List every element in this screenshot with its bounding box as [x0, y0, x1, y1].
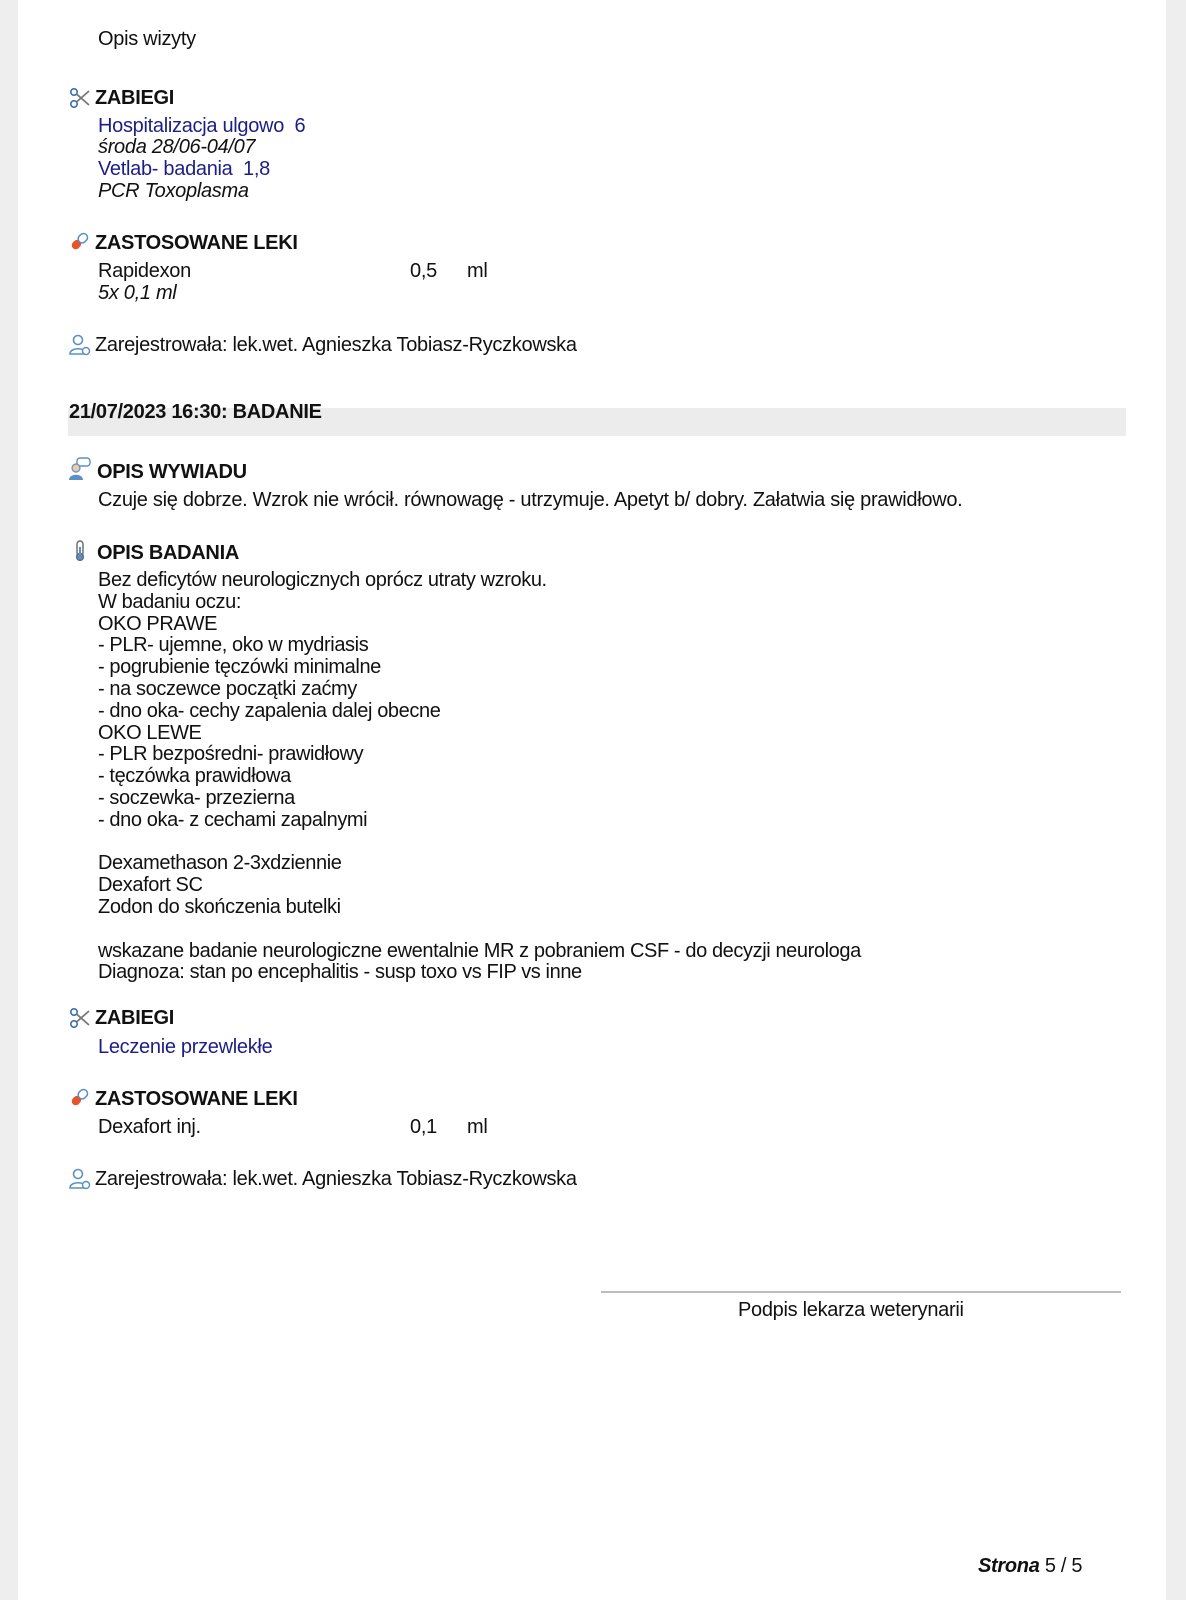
leki-heading-2: ZASTOSOWANE LEKI	[95, 1088, 298, 1110]
badanie-text	[98, 570, 861, 984]
zabieg-name: Vetlab- badania	[98, 158, 233, 180]
page-label: Strona	[978, 1555, 1040, 1577]
badanie-line: Diagnoza: stan po encephalitis - susp toxo vs FIP vs inne	[98, 961, 582, 984]
badanie-line	[98, 919, 861, 941]
user-icon	[68, 333, 92, 357]
zabieg-name: Hospitalizacja ulgowo	[98, 115, 285, 137]
badanie-line: - PLR- ujemne, oko w mydriasis	[98, 634, 369, 657]
badanie-line: Zodon do skończenia butelki	[98, 895, 341, 918]
lek-dose: 0,5	[410, 260, 437, 282]
thermometer-icon	[68, 539, 92, 563]
zabieg-qty: 1,8	[243, 158, 270, 180]
badanie-line: - dno oka- cechy zapalenia dalej obecne	[98, 699, 441, 722]
lek-name: Dexafort inj.	[98, 1116, 201, 1138]
signature-label: Podpis lekarza weterynarii	[738, 1299, 964, 1321]
opis-wizyty-label: Opis wizyty	[98, 28, 196, 50]
lek-dose: 0,1	[410, 1116, 437, 1138]
zabieg-item-2	[98, 158, 270, 180]
document-page	[18, 0, 1166, 1600]
signature-line	[601, 1291, 1121, 1293]
badanie-line	[98, 832, 861, 854]
badanie-line: - dno oka- z cechami zapalnymi	[98, 808, 368, 831]
pill-icon	[68, 229, 92, 253]
zabieg-note: PCR Toxoplasma	[98, 180, 249, 202]
registered-by-1: Zarejestrowała: lek.wet. Agnieszka Tobiasz-Ryczkowska	[95, 334, 577, 356]
badanie-line: - PLR bezpośredni- prawidłowy	[98, 743, 364, 766]
badanie-line: - soczewka- przezierna	[98, 786, 295, 809]
lek-unit: ml	[467, 1116, 488, 1138]
lek-unit: ml	[467, 260, 488, 282]
badanie-line: OKO LEWE	[98, 721, 202, 744]
person-chat-icon	[68, 457, 92, 481]
wywiad-heading: OPIS WYWIADU	[97, 461, 247, 483]
registered-by-2: Zarejestrowała: lek.wet. Agnieszka Tobiasz-Ryczkowska	[95, 1168, 577, 1190]
badanie-line: - na soczewce początki zaćmy	[98, 677, 357, 700]
pill-icon	[68, 1085, 92, 1109]
page-number	[978, 1555, 1082, 1577]
badanie-line: wskazane badanie neurologiczne ewentalnie MR z pobraniem CSF - do decyzji neurologa	[98, 939, 861, 962]
badanie-line: W badaniu oczu:	[98, 590, 241, 613]
zabiegi-heading-2: ZABIEGI	[95, 1007, 175, 1029]
badanie-line: OKO PRAWE	[98, 612, 218, 635]
badanie-line: - pogrubienie tęczówki minimalne	[98, 656, 381, 679]
page-total: / 5	[1060, 1555, 1083, 1577]
zabiegi-heading-1: ZABIEGI	[95, 87, 175, 109]
badanie-line: Dexafort SC	[98, 874, 203, 897]
scissors-icon	[68, 86, 92, 110]
scissors-icon	[68, 1006, 92, 1030]
zabieg-item: Leczenie przewlekłe	[98, 1036, 273, 1058]
user-icon	[68, 1167, 92, 1191]
wywiad-text: Czuje się dobrze. Wzrok nie wrócił. równowagę - utrzymuje. Apetyt b/ dobry. Załatwia się prawidłowo.	[98, 489, 963, 511]
badanie-heading: OPIS BADANIA	[97, 542, 239, 564]
badanie-line: - tęczówka prawidłowa	[98, 765, 291, 788]
zabieg-qty: 6	[294, 115, 306, 137]
lek-name: Rapidexon	[98, 260, 191, 282]
zabieg-note: środa 28/06-04/07	[98, 136, 256, 158]
badanie-line: Dexamethason 2-3xdziennie	[98, 852, 342, 875]
lek-note: 5x 0,1 ml	[98, 282, 177, 304]
visit-title: 21/07/2023 16:30: BADANIE	[69, 401, 322, 423]
page-current: 5	[1044, 1555, 1056, 1577]
leki-heading-1: ZASTOSOWANE LEKI	[95, 232, 298, 254]
badanie-line: Bez deficytów neurologicznych oprócz utraty wzroku.	[98, 569, 547, 591]
zabieg-item-1	[98, 115, 305, 137]
